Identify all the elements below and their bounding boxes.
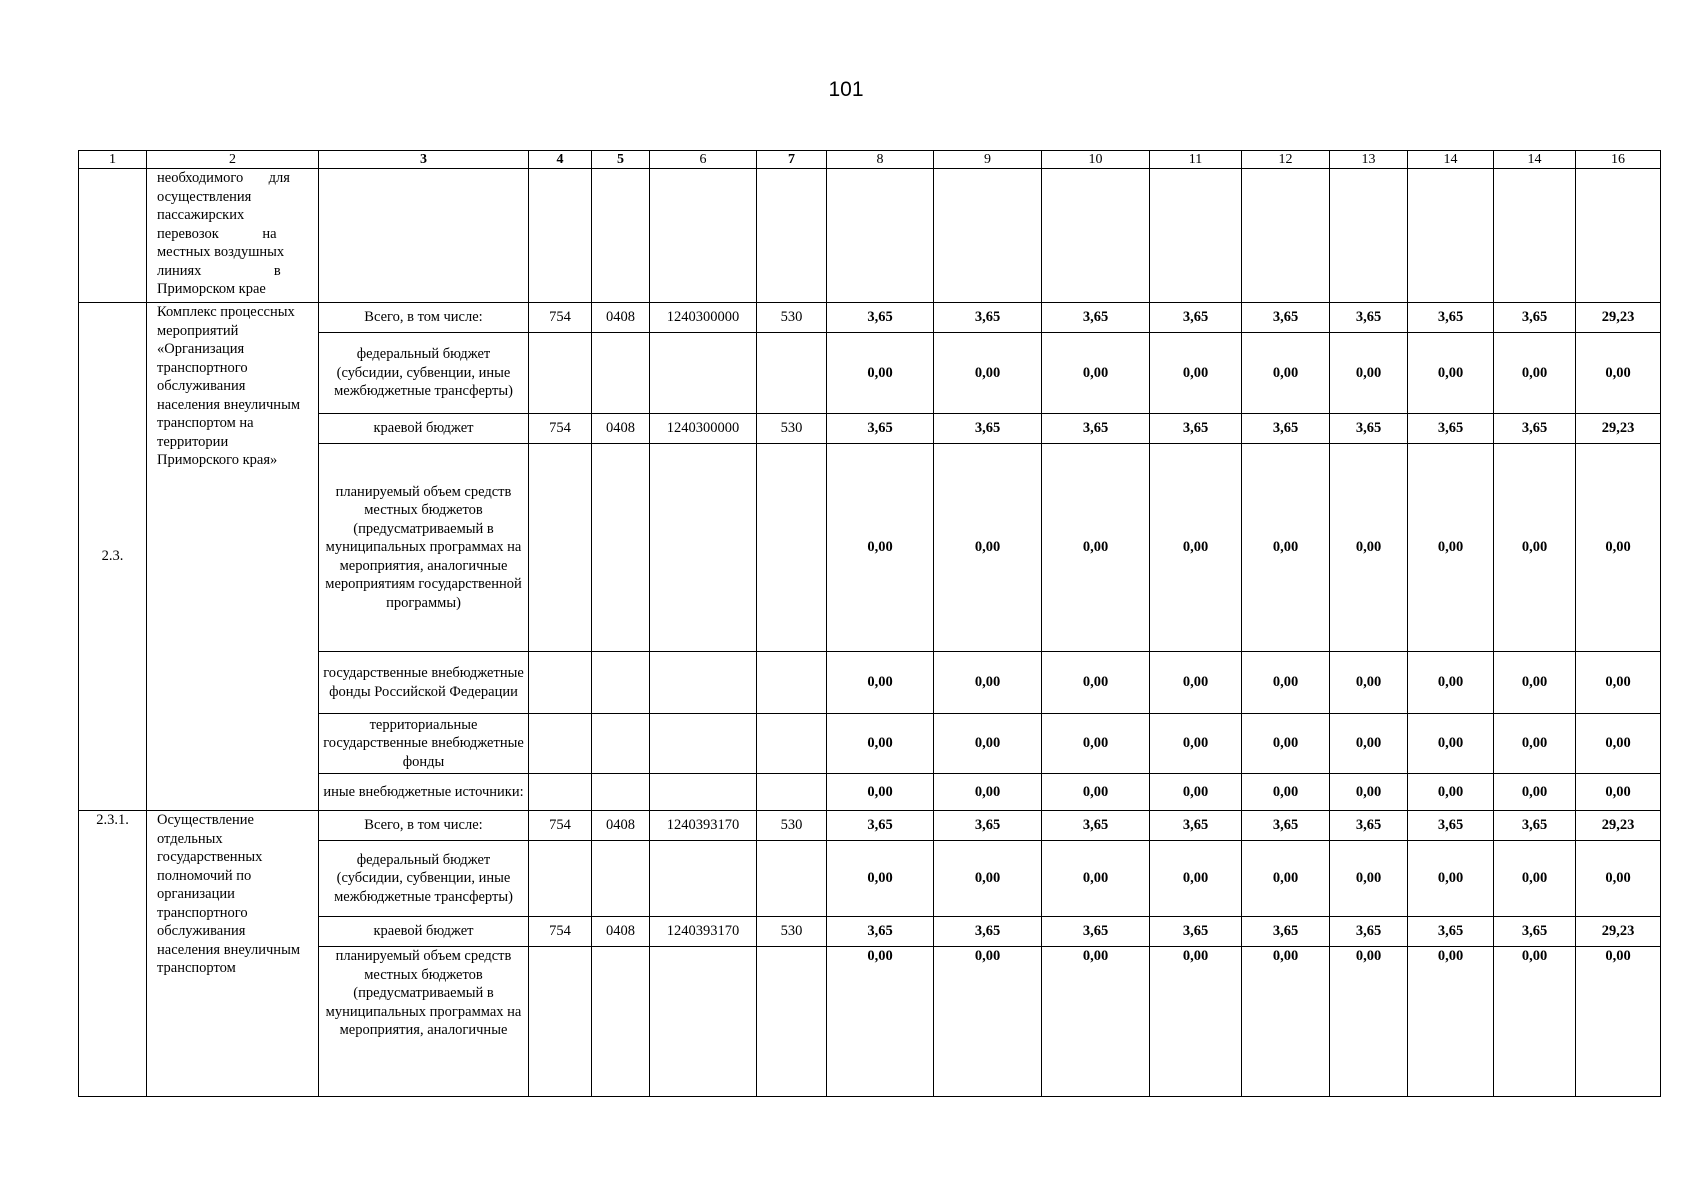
- code-cell-c6: [650, 333, 757, 414]
- amount-cell: 0,00: [1576, 652, 1661, 714]
- funding-source: Всего, в том числе:: [319, 303, 529, 333]
- code-cell-c4: [529, 652, 592, 714]
- amount-cell: 3,65: [934, 811, 1042, 841]
- code-cell-c7: [757, 333, 827, 414]
- amount-cell: 0,00: [1242, 947, 1330, 1097]
- code-cell-c5: 0408: [592, 811, 650, 841]
- amount-cell: 3,65: [1494, 917, 1576, 947]
- amount-cell: 0,00: [1408, 714, 1494, 774]
- header-cell: 5: [592, 151, 650, 169]
- amount-cell: 0,00: [827, 947, 934, 1097]
- amount-cell: 0,00: [1494, 947, 1576, 1097]
- amount-cell: 3,65: [827, 811, 934, 841]
- funding-source: планируемый объем средств местных бюджетов (предусматриваемый в муниципальных программах на мероприятия, аналогичные мероприятиям государственной программы): [319, 444, 529, 652]
- amount-cell: 3,65: [1150, 917, 1242, 947]
- table-row: [79, 303, 1661, 333]
- amount-cell: 0,00: [827, 841, 934, 917]
- amount-cell: 29,23: [1576, 811, 1661, 841]
- code-cell-c5: [592, 774, 650, 811]
- code-cell-c5: [592, 333, 650, 414]
- amount-cell: 0,00: [827, 444, 934, 652]
- code-cell-c6: 1240393170: [650, 917, 757, 947]
- header-cell: 10: [1042, 151, 1150, 169]
- code-cell-c4: [529, 714, 592, 774]
- amount-cell: 3,65: [1330, 414, 1408, 444]
- code-cell-c7: 530: [757, 811, 827, 841]
- header-cell: 14: [1494, 151, 1576, 169]
- code-cell-c4: 754: [529, 811, 592, 841]
- code-cell-c5: 0408: [592, 917, 650, 947]
- amount-cell: 0,00: [827, 714, 934, 774]
- amount-cell: 29,23: [1576, 303, 1661, 333]
- amount-cell: 0,00: [1330, 444, 1408, 652]
- funding-source: планируемый объем средств местных бюджетов (предусматриваемый в муниципальных программах на мероприятия, аналогичные: [319, 947, 529, 1097]
- code-cell-c7: [757, 774, 827, 811]
- amount-cell: 0,00: [934, 652, 1042, 714]
- amount-cell: 0,00: [1494, 444, 1576, 652]
- amount-cell: 0,00: [1330, 652, 1408, 714]
- header-cell: 4: [529, 151, 592, 169]
- amount-cell: 0,00: [1150, 947, 1242, 1097]
- amount-cell: 3,65: [1494, 303, 1576, 333]
- activity-name: Осуществление отдельных государственных полномочий по организации транспортного обслуживания населения внеуличным транспортом: [147, 811, 319, 1097]
- code-cell-c4: [529, 444, 592, 652]
- amount-cell: 3,65: [934, 917, 1042, 947]
- amount-cell: 0,00: [934, 714, 1042, 774]
- amount-cell: 0,00: [1408, 333, 1494, 414]
- amount-cell: 0,00: [1242, 841, 1330, 917]
- amount-cell: 0,00: [1150, 444, 1242, 652]
- amount-cell: 3,65: [1330, 303, 1408, 333]
- amount-cell: 3,65: [1242, 414, 1330, 444]
- code-cell-c7: 530: [757, 917, 827, 947]
- amount-cell: 3,65: [1042, 414, 1150, 444]
- amount-cell: 3,65: [1242, 917, 1330, 947]
- header-cell: 6: [650, 151, 757, 169]
- amount-cell: 0,00: [1494, 652, 1576, 714]
- header-cell: 8: [827, 151, 934, 169]
- code-cell-c6: [650, 774, 757, 811]
- funding-source: краевой бюджет: [319, 917, 529, 947]
- amount-cell: 0,00: [1494, 714, 1576, 774]
- code-cell-c5: [592, 714, 650, 774]
- code-cell-c6: 1240300000: [650, 303, 757, 333]
- funding-source: федеральный бюджет (субсидии, субвенции, иные межбюджетные трансферты): [319, 333, 529, 414]
- header-cell: 14: [1408, 151, 1494, 169]
- header-cell: 16: [1576, 151, 1661, 169]
- amount-cell: 3,65: [1494, 811, 1576, 841]
- amount-cell: 0,00: [1408, 774, 1494, 811]
- amount-cell: 3,65: [1330, 811, 1408, 841]
- amount-cell: 0,00: [1042, 947, 1150, 1097]
- code-cell-c7: [757, 947, 827, 1097]
- amount-cell: 0,00: [1330, 841, 1408, 917]
- section-index: 2.3.: [79, 303, 147, 811]
- amount-cell: 0,00: [934, 947, 1042, 1097]
- code-cell-c6: 1240300000: [650, 414, 757, 444]
- code-cell-c7: [757, 714, 827, 774]
- amount-cell: 0,00: [1150, 333, 1242, 414]
- header-row: [79, 151, 1661, 169]
- amount-cell: 3,65: [1408, 414, 1494, 444]
- funding-source: Всего, в том числе:: [319, 811, 529, 841]
- code-cell-c5: [592, 444, 650, 652]
- code-cell-c7: 530: [757, 414, 827, 444]
- header-cell: 2: [147, 151, 319, 169]
- amount-cell: 3,65: [1150, 811, 1242, 841]
- code-cell-c6: [650, 841, 757, 917]
- amount-cell: 0,00: [934, 333, 1042, 414]
- budget-table: [78, 150, 1661, 1097]
- amount-cell: 0,00: [827, 333, 934, 414]
- code-cell-c6: 1240393170: [650, 811, 757, 841]
- funding-source: иные внебюджетные источники:: [319, 774, 529, 811]
- funding-source: федеральный бюджет (субсидии, субвенции, иные межбюджетные трансферты): [319, 841, 529, 917]
- amount-cell: 0,00: [1576, 333, 1661, 414]
- code-cell-c6: [650, 444, 757, 652]
- amount-cell: 3,65: [827, 303, 934, 333]
- amount-cell: 0,00: [934, 444, 1042, 652]
- code-cell-c4: [529, 333, 592, 414]
- amount-cell: 0,00: [1330, 947, 1408, 1097]
- code-cell-c4: 754: [529, 303, 592, 333]
- amount-cell: 0,00: [934, 774, 1042, 811]
- amount-cell: 3,65: [1042, 917, 1150, 947]
- amount-cell: 3,65: [934, 414, 1042, 444]
- code-cell-c4: [529, 947, 592, 1097]
- amount-cell: 3,65: [1042, 303, 1150, 333]
- amount-cell: 0,00: [1330, 714, 1408, 774]
- amount-cell: 0,00: [1150, 841, 1242, 917]
- amount-cell: 0,00: [1576, 841, 1661, 917]
- code-cell-c7: [757, 652, 827, 714]
- amount-cell: 3,65: [1042, 811, 1150, 841]
- header-cell: 9: [934, 151, 1042, 169]
- amount-cell: 0,00: [1494, 841, 1576, 917]
- code-cell-c7: [757, 841, 827, 917]
- code-cell-c5: [592, 652, 650, 714]
- amount-cell: 0,00: [1576, 714, 1661, 774]
- funding-source: краевой бюджет: [319, 414, 529, 444]
- amount-cell: 0,00: [1150, 774, 1242, 811]
- amount-cell: 0,00: [1494, 333, 1576, 414]
- amount-cell: 3,65: [827, 917, 934, 947]
- header-cell: 12: [1242, 151, 1330, 169]
- funding-source: государственные внебюджетные фонды Российской Федерации: [319, 652, 529, 714]
- amount-cell: 0,00: [1494, 774, 1576, 811]
- amount-cell: 0,00: [1576, 947, 1661, 1097]
- amount-cell: 3,65: [1408, 303, 1494, 333]
- continuation-row: [79, 169, 1661, 303]
- code-cell-c5: 0408: [592, 303, 650, 333]
- header-cell: 7: [757, 151, 827, 169]
- activity-name-continued: необходимого для осуществления пассажирских перевозок на местных воздушных линиях в Приморском крае: [147, 169, 319, 303]
- page-number: 101: [828, 78, 864, 101]
- code-cell-c5: [592, 947, 650, 1097]
- header-cell: 1: [79, 151, 147, 169]
- amount-cell: 29,23: [1576, 917, 1661, 947]
- amount-cell: 0,00: [1330, 774, 1408, 811]
- amount-cell: 3,65: [1408, 917, 1494, 947]
- code-cell-c6: [650, 714, 757, 774]
- amount-cell: 0,00: [1242, 652, 1330, 714]
- code-cell-c5: [592, 841, 650, 917]
- code-cell-c4: 754: [529, 414, 592, 444]
- code-cell-c5: 0408: [592, 414, 650, 444]
- amount-cell: 3,65: [1408, 811, 1494, 841]
- amount-cell: 3,65: [1242, 811, 1330, 841]
- amount-cell: 0,00: [1042, 333, 1150, 414]
- amount-cell: 0,00: [1042, 652, 1150, 714]
- amount-cell: 0,00: [1150, 652, 1242, 714]
- amount-cell: 29,23: [1576, 414, 1661, 444]
- amount-cell: 0,00: [1408, 947, 1494, 1097]
- header-cell: 3: [319, 151, 529, 169]
- code-cell-c4: [529, 774, 592, 811]
- amount-cell: 0,00: [1042, 444, 1150, 652]
- code-cell-c4: 754: [529, 917, 592, 947]
- amount-cell: 3,65: [827, 414, 934, 444]
- amount-cell: 0,00: [1576, 444, 1661, 652]
- code-cell-c4: [529, 841, 592, 917]
- funding-source: территориальные государственные внебюджетные фонды: [319, 714, 529, 774]
- amount-cell: 0,00: [1242, 714, 1330, 774]
- amount-cell: 3,65: [934, 303, 1042, 333]
- code-cell-c6: [650, 947, 757, 1097]
- amount-cell: 0,00: [1042, 714, 1150, 774]
- amount-cell: 0,00: [1408, 444, 1494, 652]
- code-cell-c7: [757, 444, 827, 652]
- amount-cell: 0,00: [827, 652, 934, 714]
- header-cell: 13: [1330, 151, 1408, 169]
- code-cell-c7: 530: [757, 303, 827, 333]
- amount-cell: 0,00: [1042, 774, 1150, 811]
- amount-cell: 3,65: [1494, 414, 1576, 444]
- amount-cell: 0,00: [1408, 841, 1494, 917]
- amount-cell: 0,00: [1242, 333, 1330, 414]
- table-row: [79, 811, 1661, 841]
- amount-cell: 0,00: [1150, 714, 1242, 774]
- section-index: 2.3.1.: [79, 811, 147, 1097]
- amount-cell: 3,65: [1150, 414, 1242, 444]
- code-cell-c6: [650, 652, 757, 714]
- amount-cell: 0,00: [934, 841, 1042, 917]
- activity-name: Комплекс процессных мероприятий «Организация транспортного обслуживания населения внеуличным транспортом на территории Приморского края»: [147, 303, 319, 811]
- amount-cell: 3,65: [1242, 303, 1330, 333]
- amount-cell: 0,00: [1576, 774, 1661, 811]
- amount-cell: 3,65: [1150, 303, 1242, 333]
- amount-cell: 0,00: [827, 774, 934, 811]
- amount-cell: 0,00: [1330, 333, 1408, 414]
- amount-cell: 0,00: [1408, 652, 1494, 714]
- amount-cell: 3,65: [1330, 917, 1408, 947]
- amount-cell: 0,00: [1042, 841, 1150, 917]
- header-cell: 11: [1150, 151, 1242, 169]
- amount-cell: 0,00: [1242, 774, 1330, 811]
- amount-cell: 0,00: [1242, 444, 1330, 652]
